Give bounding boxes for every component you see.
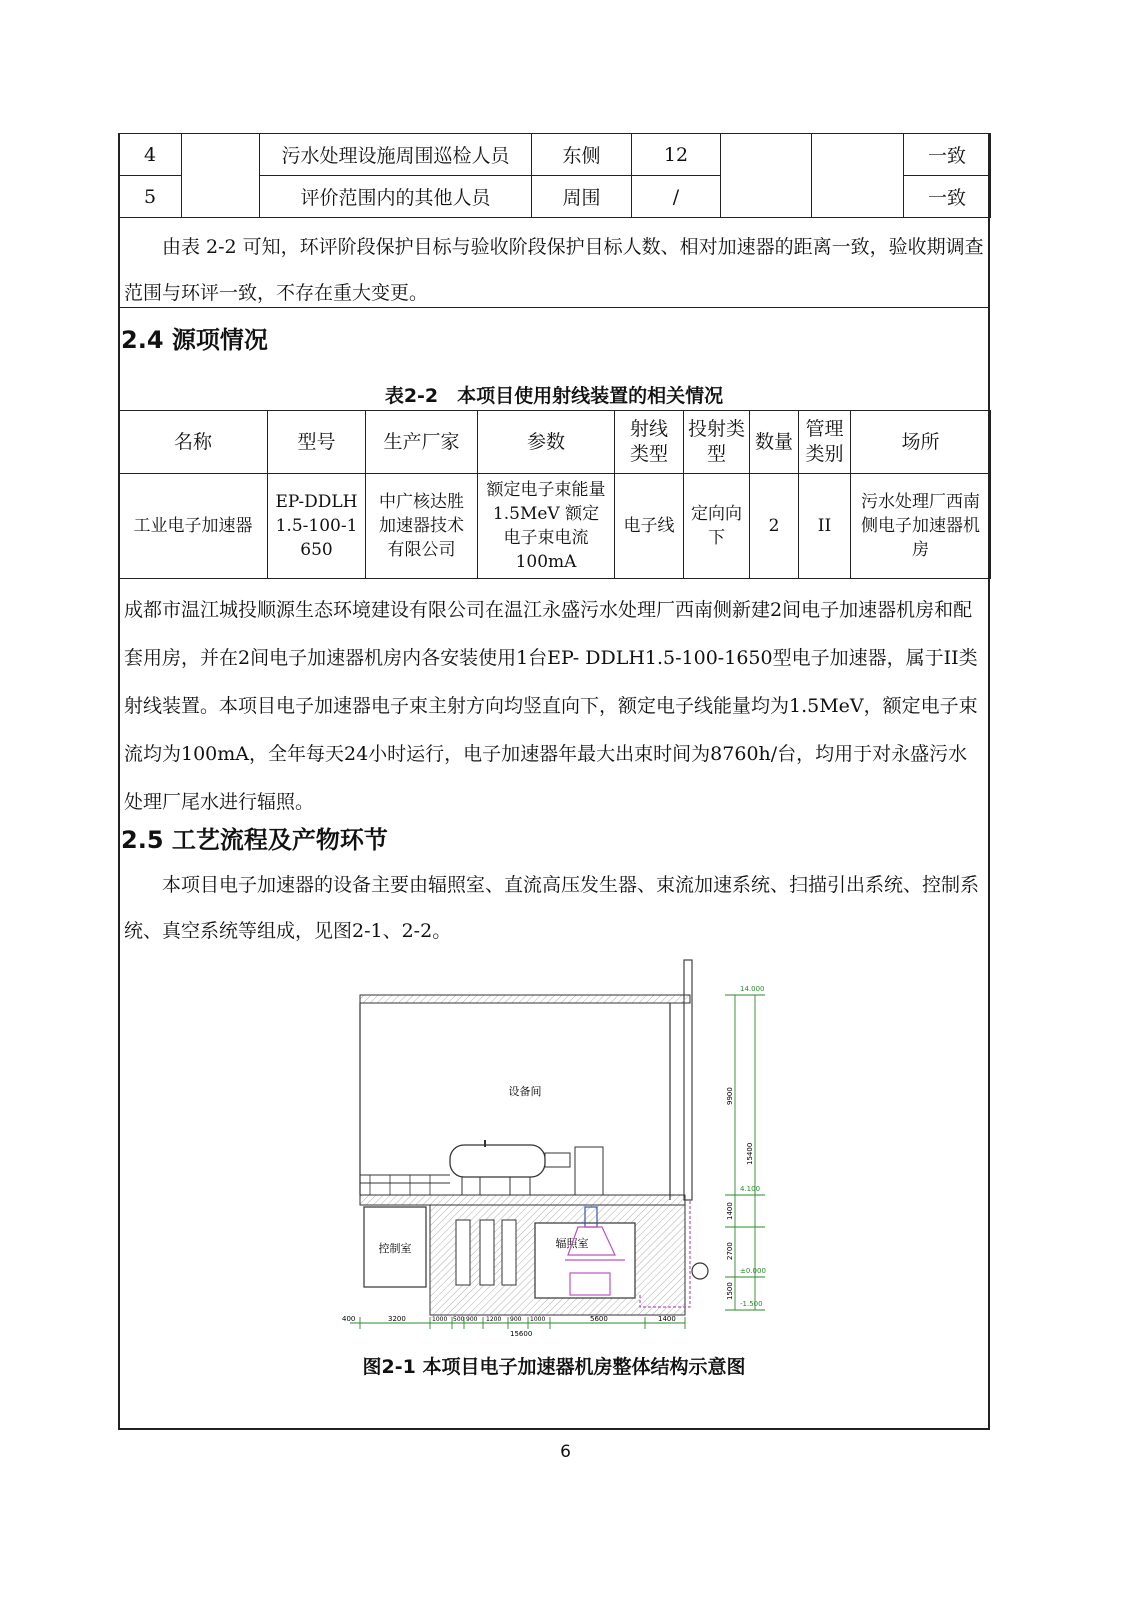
header-name: 名称 (119, 411, 268, 474)
target-cell: 评价范围内的其他人员 (260, 176, 532, 218)
result-cell: 一致 (904, 134, 991, 176)
device-location: 污水处理厂西南侧电子加速器机房 (851, 474, 991, 579)
table-header-row (119, 411, 991, 474)
dimension-label: 500 (453, 1316, 465, 1323)
direction-cell: 东侧 (532, 134, 632, 176)
dimension-label: 1000 (432, 1316, 448, 1323)
accelerator-room-diagram (340, 955, 780, 1340)
dimension-label: 900 (510, 1316, 522, 1323)
page-number: 6 (560, 1442, 571, 1462)
blank-cell (812, 134, 904, 218)
dimension-label: 1500 (726, 1282, 734, 1300)
paragraph-project-description: 成都市温江城投顺源生态环境建设有限公司在温江永盛污水处理厂西南侧新建2间电子加速器机房和配套用房，并在2间电子加速器机房内各安装使用1台EP- DDLH1.5-100-1650型电子加速器，属于II类射线装置。本项目电子加速器电子束主射方向均竖直向下，额定电子线能量均为1.5MeV，额定电子束流均为100mA，全年每天24小时运行，电子加速器年最大出束时间为8760h/台，均用于对永盛污水处理厂尾水进行辐照。 (124, 599, 978, 813)
divider (118, 307, 990, 308)
dimension-label: 1200 (486, 1316, 502, 1323)
dimension-label: 2700 (726, 1242, 734, 1260)
header-location: 场所 (851, 411, 991, 474)
device-params: 额定电子束能量1.5MeV 额定电子束电流100mA (478, 474, 615, 579)
device-category: II (799, 474, 851, 579)
paragraph-comparison: 由表 2-2 可知，环评阶段保护目标与验收阶段保护目标人数、相对加速器的距离一致，验收期调查范围与环评一致，不存在重大变更。 (124, 236, 984, 304)
dimension-label: 400 (342, 1315, 356, 1323)
device-model: EP-DDLH1.5-100-1650 (268, 474, 366, 579)
dimension-label: 1400 (658, 1315, 676, 1323)
elevation-label: 14.000 (740, 985, 765, 993)
section-heading-2-4: 2.4 源项情况 (121, 326, 268, 354)
paragraph-equipment: 本项目电子加速器的设备主要由辐照室、直流高压发生器、束流加速系统、扫描引出系统、控制系统、真空系统等组成，见图2-1、2-2。 (124, 874, 980, 942)
target-cell: 污水处理设施周围巡检人员 (260, 134, 532, 176)
header-ray-type: 射线类型 (615, 411, 684, 474)
device-table (118, 410, 991, 579)
distance-cell: 12 (632, 134, 721, 176)
table-row (119, 474, 991, 579)
dimension-label: 1000 (530, 1316, 546, 1323)
dimension-label: 5600 (590, 1315, 608, 1323)
header-model: 型号 (268, 411, 366, 474)
label-equipment-room: 设备间 (508, 1085, 542, 1098)
table-row (119, 134, 991, 176)
result-cell: 一致 (904, 176, 991, 218)
device-projection: 定向向下 (684, 474, 750, 579)
direction-cell: 周围 (532, 176, 632, 218)
dimension-label: 900 (466, 1316, 478, 1323)
protection-target-table (118, 133, 991, 218)
blank-cell (721, 134, 812, 218)
dimension-label: 1400 (726, 1202, 734, 1220)
table-caption: 表2-2 本项目使用射线装置的相关情况 (384, 385, 724, 407)
header-count: 数量 (750, 411, 799, 474)
header-projection: 投射类型 (684, 411, 750, 474)
dimension-label: 3200 (388, 1315, 406, 1323)
device-maker: 中广核达胜加速器技术有限公司 (366, 474, 478, 579)
elevation-label: 4.100 (740, 1185, 761, 1193)
label-irradiation-room: 辐照室 (555, 1237, 589, 1250)
distance-cell: / (632, 176, 721, 218)
row-number: 5 (119, 176, 182, 218)
group-cell (182, 134, 260, 218)
section-heading-2-5: 2.5 工艺流程及产物环节 (121, 826, 388, 854)
label-control-room: 控制室 (378, 1242, 412, 1255)
accelerator-tank (450, 1145, 545, 1177)
device-ray-type: 电子线 (615, 474, 684, 579)
header-category: 管理类别 (799, 411, 851, 474)
device-count: 2 (750, 474, 799, 579)
device-name: 工业电子加速器 (119, 474, 268, 579)
elevation-label: ±0.000 (740, 1267, 766, 1275)
figure-caption: 图2-1 本项目电子加速器机房整体结构示意图 (362, 1356, 746, 1378)
header-maker: 生产厂家 (366, 411, 478, 474)
pump-icon (692, 1263, 708, 1279)
total-width-label: 15600 (510, 1330, 533, 1338)
elevation-label: -1.500 (740, 1300, 763, 1308)
header-params: 参数 (478, 411, 615, 474)
row-number: 4 (119, 134, 182, 176)
dimension-label: 15400 (746, 1142, 754, 1165)
roof-slab (360, 995, 690, 1003)
dimension-label: 9900 (726, 1087, 734, 1105)
